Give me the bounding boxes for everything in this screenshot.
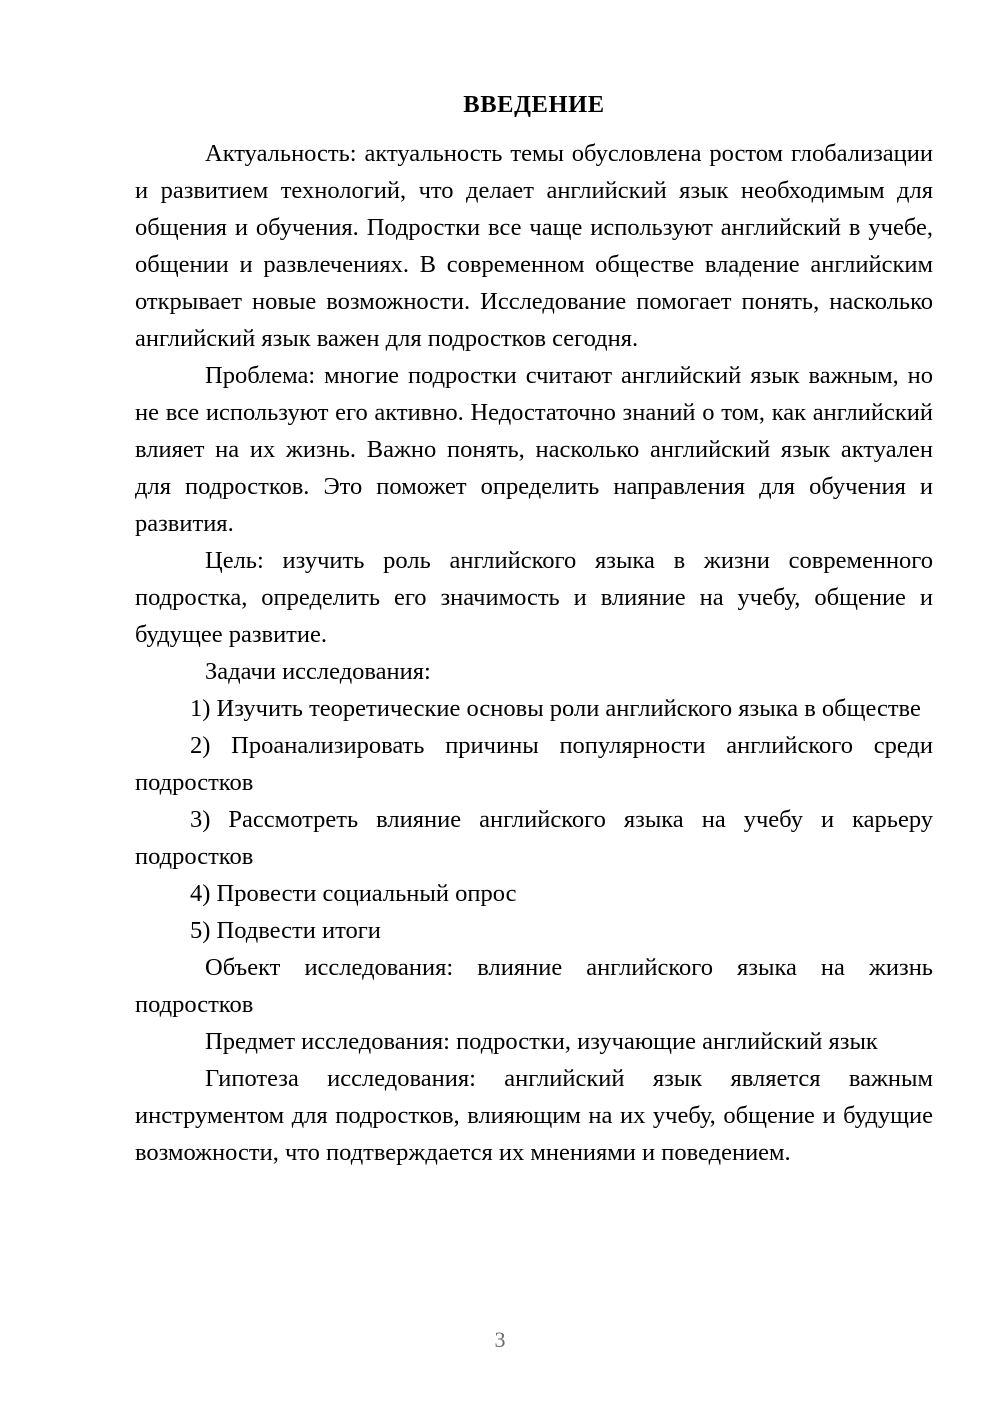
paragraph-problem: Проблема: многие подростки считают английский язык важным, но не все используют его активно. Недостаточно знаний о том, как английский влияет на их жизнь. Важно понять, насколько английский язык актуален для подростков. Это поможет определить направления для обучения и развития. <box>135 362 933 537</box>
paragraph-subject: Предмет исследования: подростки, изучающие английский язык <box>205 1028 878 1055</box>
page-number: 3 <box>494 1327 506 1352</box>
paragraph-object: Объект исследования: влияние английского языка на жизнь подростков <box>135 954 933 1018</box>
document-body <box>135 86 933 1171</box>
task-item-2: 2) Проанализировать причины популярности английского среди подростков <box>135 732 933 796</box>
task-item-3: 3) Рассмотреть влияние английского языка на учебу и карьеру подростков <box>135 806 933 870</box>
paragraph-hypothesis: Гипотеза исследования: английский язык является важным инструментом для подростков, влияющим на их учебу, общение и будущие возможности, что подтверждается их мнениями и поведением. <box>135 1065 933 1166</box>
task-item-4: 4) Провести социальный опрос <box>190 880 517 907</box>
paragraph-goal: Цель: изучить роль английского языка в жизни современного подростка, определить его значимость и влияние на учебу, общение и будущее развитие. <box>135 547 933 648</box>
page-title: ВВЕДЕНИЕ <box>463 91 605 118</box>
task-item-5: 5) Подвести итоги <box>190 917 381 944</box>
tasks-heading: Задачи исследования: <box>205 658 431 685</box>
paragraph-relevance: Актуальность: актуальность темы обусловлена ростом глобализации и развитием технологий, что делает английский язык необходимым для общения и обучения. Подростки все чаще используют английский в учебе, общении и развлечениях. В современном обществе владение английским открывает новые возможности. Исследование помогает понять, насколько английский язык важен для подростков сегодня. <box>135 140 933 352</box>
task-item-1: 1) Изучить теоретические основы роли английского языка в обществе <box>190 695 921 722</box>
